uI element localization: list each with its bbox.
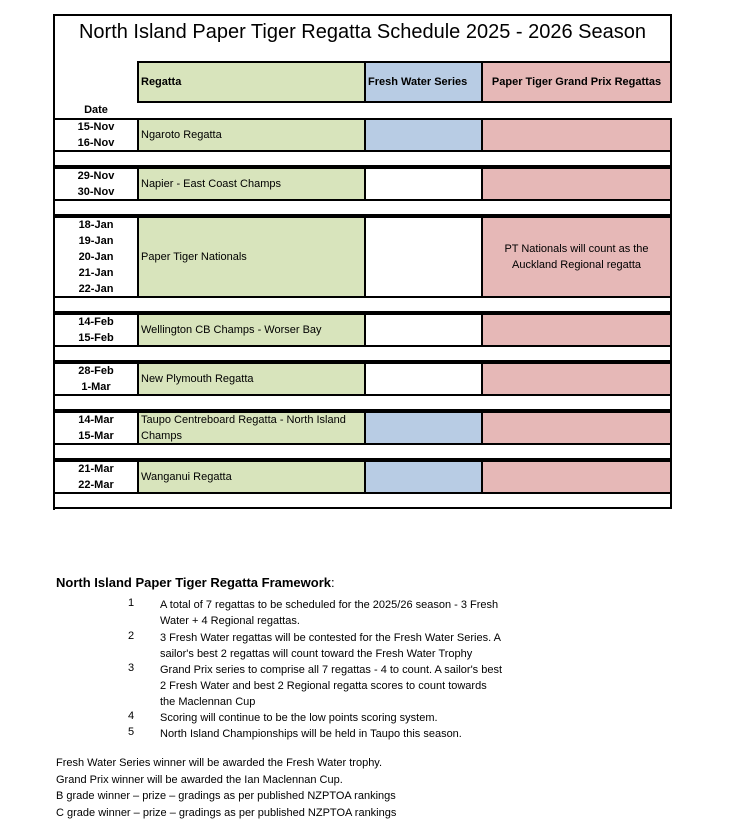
spacer-rule [53, 507, 672, 509]
framework-item-text: North Island Championships will be held in Taupo this season. [160, 728, 462, 740]
event-name: Paper Tiger Nationals [137, 216, 366, 298]
spacer-right-edge [670, 443, 672, 460]
fresh-water-cell-empty [364, 362, 483, 396]
spacer-right-edge [670, 345, 672, 362]
grand-prix-cell [481, 411, 672, 445]
event-date: 18-Jan [78, 219, 114, 231]
header-regatta: Regatta [137, 61, 366, 103]
spacer-right-edge [670, 199, 672, 216]
event-date: 16-Nov [77, 137, 115, 149]
event-name: Napier - East Coast Champs [137, 167, 366, 201]
page-title: North Island Paper Tiger Regatta Schedule 2025 - 2026 Season [78, 21, 647, 43]
fresh-water-cell-empty [364, 216, 483, 298]
grand-prix-cell [481, 167, 672, 201]
footer-line: B grade winner – prize – gradings as per published NZPTOA rankings [56, 790, 396, 802]
event-date: 15-Mar [78, 430, 114, 442]
framework-item-number: 4 [127, 710, 135, 722]
framework-item-number: 5 [127, 726, 135, 738]
fresh-water-cell-empty [364, 313, 483, 347]
grand-prix-cell [481, 118, 672, 152]
framework-item-number: 1 [127, 597, 135, 609]
framework-item-text: A total of 7 regattas to be scheduled for the 2025/26 season - 3 Fresh Water + 4 Regional regattas. [160, 599, 499, 627]
event-date: 15-Nov [77, 121, 115, 133]
grand-prix-cell: PT Nationals will count as the Auckland Regional regatta [481, 216, 672, 298]
spacer-right-edge [670, 150, 672, 167]
header-date: Date [84, 104, 108, 116]
spacer-right-edge [670, 492, 672, 509]
fresh-water-cell-marked [364, 460, 483, 494]
framework-item-text: Grand Prix series to comprise all 7 regattas - 4 to count. A sailor's best 2 Fresh Water and best 2 Regional regatta scores to count towards the Maclennan Cup [160, 664, 503, 708]
event-name: Taupo Centreboard Regatta - North Island Champs [137, 411, 366, 445]
event-date: 30-Nov [77, 186, 115, 198]
event-name: New Plymouth Regatta [137, 362, 366, 396]
fresh-water-cell-marked [364, 411, 483, 445]
event-name: Wanganui Regatta [137, 460, 366, 494]
grand-prix-cell [481, 362, 672, 396]
event-date: 20-Jan [78, 251, 114, 263]
event-date: 14-Feb [78, 316, 114, 328]
spacer-right-edge [670, 296, 672, 313]
fresh-water-cell-marked [364, 118, 483, 152]
event-date: 22-Jan [78, 283, 114, 295]
event-date: 21-Jan [78, 267, 114, 279]
header-grand-prix: Paper Tiger Grand Prix Regattas [481, 61, 672, 103]
grand-prix-cell [481, 460, 672, 494]
footer-line: C grade winner – prize – gradings as per published NZPTOA rankings [56, 806, 397, 819]
event-date: 29-Nov [77, 170, 115, 182]
event-date: 21-Mar [78, 463, 114, 475]
event-date: 28-Feb [78, 365, 114, 377]
framework-item-text: Scoring will continue to be the low points scoring system. [160, 712, 438, 724]
framework-item-text: 3 Fresh Water regattas will be contested for the Fresh Water Series. A sailor's best 2 regattas will count toward the Fresh Water Trophy [160, 632, 501, 660]
event-date: 15-Feb [78, 332, 114, 344]
framework-title: North Island Paper Tiger Regatta Framework: [56, 575, 335, 590]
footer-line: Fresh Water Series winner will be awarded the Fresh Water trophy. [56, 757, 383, 769]
grand-prix-cell [481, 313, 672, 347]
event-date: 22-Mar [78, 479, 114, 491]
fresh-water-cell-empty [364, 167, 483, 201]
framework-item-number: 3 [127, 662, 135, 674]
footer-line: Grand Prix winner will be awarded the Ian Maclennan Cup. [56, 773, 343, 786]
header-fresh-water: Fresh Water Series [364, 61, 483, 103]
event-name: Wellington CB Champs - Worser Bay [137, 313, 366, 347]
event-date: 19-Jan [78, 235, 114, 247]
spacer-right-edge [670, 394, 672, 411]
framework-item-number: 2 [127, 630, 135, 642]
event-date: 1-Mar [81, 381, 111, 393]
event-date: 14-Mar [78, 414, 114, 426]
event-name: Ngaroto Regatta [137, 118, 366, 152]
